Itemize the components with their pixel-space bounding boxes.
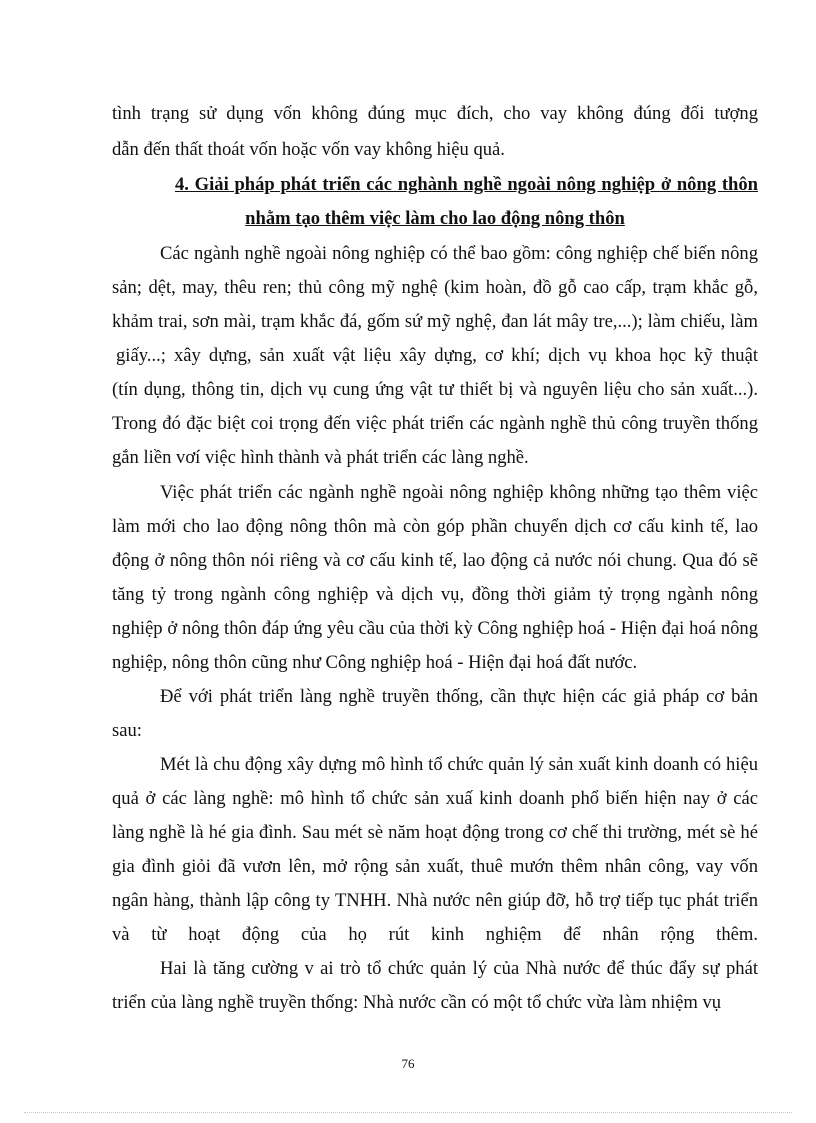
body-line: Hai là tăng cường v ai trò tổ chức quản lý của Nhà nước để thúc đẩy sự phát [160,958,758,979]
body-line: (tín dụng, thông tin, dịch vụ cung ứng vật tư thiết bị và nguyên liệu cho sản xuất...). [112,379,758,400]
body-line: Trong đó đặc biệt coi trọng đến việc phát triển các ngành nghề thủ công truyền thống [112,413,758,434]
body-line: gắn liền vơí việc hình thành và phát triển các làng nghề. [112,447,529,468]
page-bottom-divider [24,1112,792,1113]
section-heading: nhằm tạo thêm việc làm cho lao động nông thôn [245,208,625,229]
body-line: động ở nông thôn nói riêng và cơ cấu kinh tế, lao động cả nước nói chung. Qua đó sẽ [112,550,758,571]
body-line: làm mới cho lao động nông thôn mà còn góp phần chuyển dịch cơ cấu kinh tế, lao [112,516,758,537]
body-line: tăng tỷ trong ngành công nghiệp và dịch vụ, đồng thời giảm tỷ trọng ngành nông [112,584,758,605]
body-line: làng nghề là hé gia đình. Sau mét sè năm hoạt động trong cơ chế thi trường, mét sè hé [112,822,758,843]
body-line: Để với phát triển làng nghề truyền thống, cần thực hiện các giả pháp cơ bản [160,686,758,707]
section-heading: 4. Giải pháp phát triển các nghành nghề ngoài nông nghiệp ở nông thôn [175,174,758,195]
body-line: gia đình giỏi đã vươn lên, mở rộng sản xuất, thuê mướn thêm nhân công, vay vốn [112,856,758,877]
body-line: giấy...; xây dựng, sản xuất vật liệu xây dựng, cơ khí; dịch vụ khoa học kỹ thuật [116,345,758,366]
page-number: 76 [401,1056,415,1071]
body-line: sau: [112,720,142,741]
body-line: ngân hàng, thành lập công ty TNHH. Nhà nước nên giúp đỡ, hỗ trợ tiếp tục phát triển [112,890,758,911]
body-line: quả ở các làng nghề: mô hình tổ chức sản xuấ kinh doanh phổ biến hiện nay ở các [112,788,758,809]
body-line: khảm trai, sơn mài, trạm khắc đá, gốm sứ mỹ nghệ, đan lát mây tre,...); làm chiếu, làm [112,311,758,332]
body-line: Các ngành nghề ngoài nông nghiệp có thể bao gồm: công nghiệp chế biến nông [160,243,758,264]
body-line: triển của làng nghề truyền thống: Nhà nước cần có một tổ chức vừa làm nhiệm vụ [112,992,722,1013]
body-line: sản; dệt, may, thêu ren; thủ công mỹ nghệ (kim hoàn, đồ gỗ cao cấp, trạm khắc gỗ, [112,277,758,298]
body-line: nghiệp, nông thôn cũng như Công nghiệp hoá - Hiện đại hoá đất nước. [112,652,638,673]
body-line: Việc phát triển các ngành nghề ngoài nông nghiệp không những tạo thêm việc [160,482,758,503]
body-line: Mét là chu động xây dựng mô hình tổ chức quản lý sản xuất kinh doanh có hiệu [160,754,758,775]
body-line: tình trạng sử dụng vốn không đúng mục đích, cho vay không đúng đối tượng [112,103,758,124]
body-line: nghiệp ở nông thôn đáp ứng yêu cầu của thời kỳ Công nghiệp hoá - Hiện đại hoá nông [112,618,758,639]
body-line: và từ hoạt động của họ rút kinh nghiệm để nhân rộng thêm. [112,924,758,945]
body-line: dẫn đến thất thoát vốn hoặc vốn vay không hiệu quả. [112,139,505,160]
